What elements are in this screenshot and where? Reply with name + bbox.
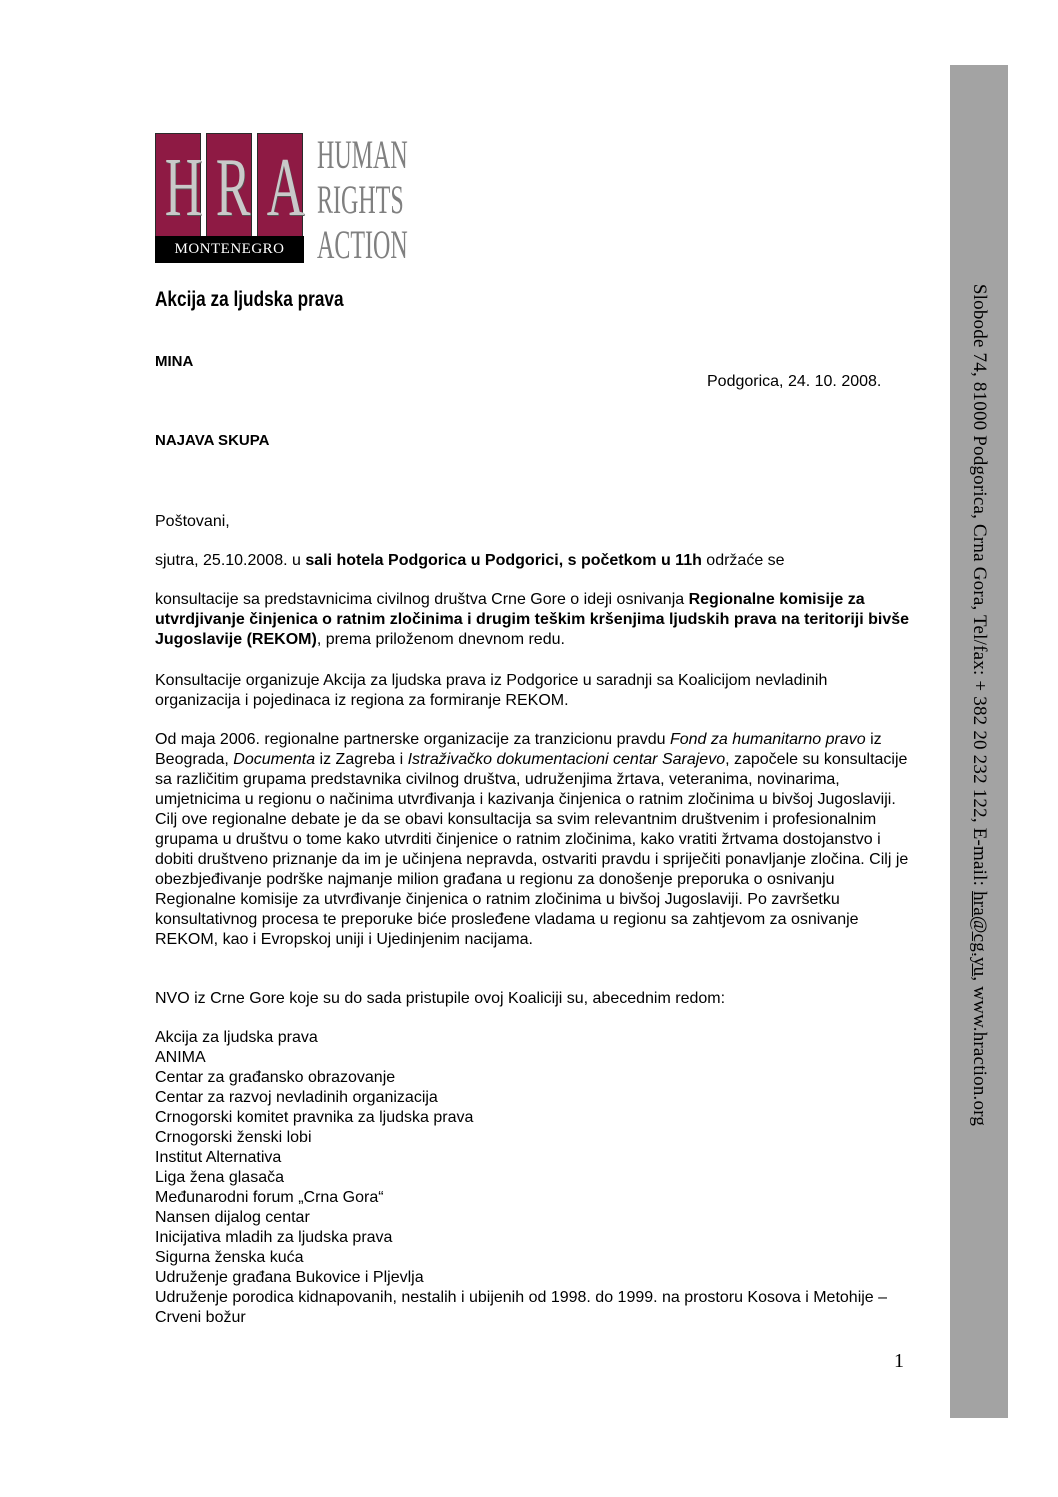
list-item: Centar za razvoj nevladinih organizacija xyxy=(155,1089,438,1106)
sidebar-contact-text xyxy=(968,284,990,1126)
logo-letter-h: H xyxy=(164,141,203,234)
paragraph-5: NVO iz Crne Gore koje su do sada pristupile ovoj Koaliciji su, abecednim redom: xyxy=(155,990,726,1007)
p4-idc: Istraživačko dokumentacioni centar Sarajevo xyxy=(407,751,726,768)
p4-text-e: iz Zagreba i xyxy=(315,751,408,768)
logo-montenegro-band: MONTENEGRO xyxy=(155,236,304,263)
recipient: MINA xyxy=(155,353,194,370)
p4-fond: Fond za humanitarno pravo xyxy=(669,731,866,748)
organization-name: Akcija za ljudska prava xyxy=(155,288,344,311)
paragraph-1 xyxy=(155,551,915,571)
p4-text-g: , započele su konsultacije sa različitim grupama predstavnika civilnog društva, udruženjima žrtava, veteranima, novinarima, umjetnicima u regionu o načinima utvrđivanja i kazivanja činjenica o ratnim zločinima u bivšoj Jugoslaviji. Cilj ove regionalne debate je da se obavi konsultacija sa svim relevantnim društvenim i profesionalnim grupama u društvu o tome kako utvrditi činjenice o ratnim zločinima, kako vratiti žrtvama dostojanstvo i dobiti društveno priznanje da im je učinjena nepravda, ostvariti pravdu i spriječiti ponavljanje zločina. Cilj je obezbjeđivanje podrške najmanje milion građana u regionu za donošenje preporuka o osnivanju Regionalne komisije za utvrđivanje činjenica o ratnim zločinima u bivšoj Jugoslaviji. Po završetku konsultativnog procesa te preporuke biće prosleđene vladama u regionu sa zahtjevom za osnivanje REKOM, kao i Evropskoj uniji i Ujedinjenim nacijama. xyxy=(155,751,909,948)
list-item: Sigurna ženska kuća xyxy=(155,1249,304,1266)
paragraph-3: Konsultacije organizuje Akcija za ljudska prava iz Podgorice u saradnji sa Koalicijom nevladinih organizacija i pojedinaca iz regiona za formiranje REKOM. xyxy=(155,672,828,709)
p1-text-a: sjutra, 25.10.2008. u xyxy=(155,552,306,569)
list-item: Centar za građansko obrazovanje xyxy=(155,1069,396,1086)
p1-text-c: održaće se xyxy=(701,552,785,569)
p2-commission-name: Regionalne komisije za utvrdjivanje činjenica o ratnim zločinima i drugim teškim kršenjima ljudskih prava na teritoriji bivše Jugoslavije (REKOM) xyxy=(155,591,910,648)
document-type: NAJAVA SKUPA xyxy=(155,432,270,449)
p1-venue: sali hotela Podgorica u Podgorici, s početkom u 11h xyxy=(305,552,702,569)
logo-word-human: HUMAN xyxy=(317,132,408,177)
p4-text-a: Od maja 2006. regionalne partnerske organizacije za tranzicionu pravdu xyxy=(155,731,670,748)
list-item: ANIMA xyxy=(155,1049,206,1066)
paragraph-4 xyxy=(155,730,915,950)
ngo-list xyxy=(155,1028,915,1328)
logo-letter-a: A xyxy=(266,141,305,234)
list-item: Liga žena glasača xyxy=(155,1169,284,1186)
hra-logo xyxy=(155,133,410,268)
p4-documenta: Documenta xyxy=(233,751,316,768)
logo-letter-r: R xyxy=(215,141,251,234)
list-item: Inicijativa mladih za ljudska prava xyxy=(155,1229,393,1246)
salutation: Poštovani, xyxy=(155,513,230,530)
list-item: Institut Alternativa xyxy=(155,1149,282,1166)
list-item: Nansen dijalog centar xyxy=(155,1209,310,1226)
list-item: Udruženje građana Bukovice i Pljevlja xyxy=(155,1269,424,1286)
paragraph-2 xyxy=(155,590,915,650)
p4-text-c: iz Beograda, xyxy=(155,731,882,768)
place-date: Podgorica, 24. 10. 2008. xyxy=(707,373,882,390)
list-item: Crnogorski ženski lobi xyxy=(155,1129,312,1146)
list-item: Akcija za ljudska prava xyxy=(155,1029,318,1046)
p2-text-a: konsultacije sa predstavnicima civilnog društva Crne Gore o ideji osnivanja xyxy=(155,591,689,608)
p2-text-c: , prema priloženom dnevnom redu. xyxy=(316,631,565,648)
list-item: Udruženje porodica kidnapovanih, nestalih i ubijenih od 1998. do 1999. na prostoru Kosova i Metohije – Crveni božur xyxy=(155,1289,888,1326)
list-item: Međunarodni forum „Crna Gora“ xyxy=(155,1189,384,1206)
sidebar-address: Slobode 74, 81000 Podgorica, Crna Gora, Tel/fax: + 382 20 232 122, E-mail: xyxy=(969,283,990,892)
logo-word-rights: RIGHTS xyxy=(317,177,404,222)
logo-word-action: ACTION xyxy=(317,222,408,267)
sidebar-website: , www.hraction.org xyxy=(969,976,990,1127)
email-link[interactable]: hra@cg.yu xyxy=(969,891,990,977)
list-item: Crnogorski komitet pravnika za ljudska prava xyxy=(155,1109,474,1126)
page-number: 1 xyxy=(894,1350,904,1372)
